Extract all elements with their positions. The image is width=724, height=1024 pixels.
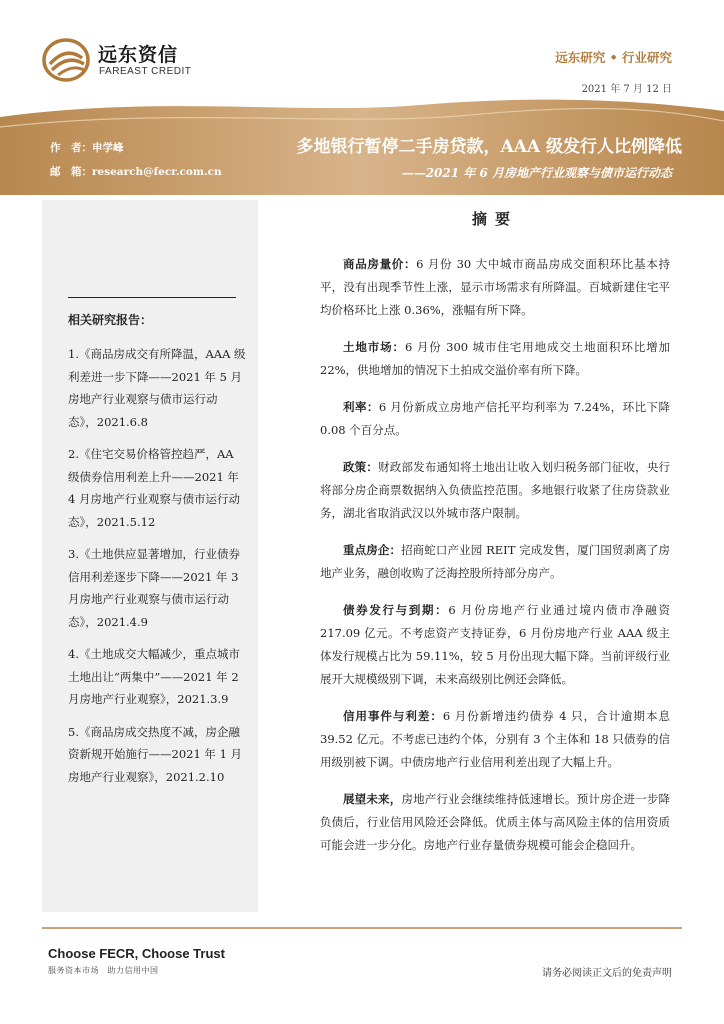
- summary-paragraph-rate: [320, 396, 670, 442]
- paragraph-key: 土地市场：: [343, 340, 405, 354]
- paragraph-text: 6 月份 30 大中城市商品房成交面积环比基本持平，没有出现季节性上涨，显示市场需求有所降温。百城新建住宅平均价格环比上涨 0.36%，涨幅有所下降。: [320, 257, 670, 317]
- fareast-logo-icon: [42, 38, 90, 82]
- related-report-item[interactable]: 4.《土地成交大幅减少，重点城市土地出让“两集中”——2021 年 2 月房地产行业观察》，2021.3.9: [68, 647, 240, 706]
- summary-section: [320, 208, 670, 871]
- related-reports-list: [68, 343, 246, 798]
- author-name: 申学峰: [92, 142, 124, 154]
- email-label: 邮 箱：: [50, 166, 92, 178]
- paragraph-key: 债券发行与到期：: [343, 603, 449, 617]
- paragraph-text: 财政部发布通知将土地出让收入划归税务部门征收，央行将部分房企商票数据纳入负债监控范围。多地银行收紧了住房贷款业务，湖北省取消武汉以外城市落户限制。: [320, 460, 671, 520]
- author-line: [50, 140, 124, 155]
- sidebar-divider: [68, 297, 236, 298]
- paragraph-text: 6 月份新增违约债券 4 只，合计逾期本息 39.52 亿元。不考虑已违约个体，分别有 3 个主体和 18 只债券的信用级别被下调。中债房地产行业信用利差出现了大幅上升。: [320, 709, 670, 769]
- paragraph-key: 信用事件与利差：: [343, 709, 443, 723]
- summary-paragraph-sales: [320, 253, 670, 322]
- paragraph-key: 重点房企：: [343, 543, 402, 557]
- paragraph-key: 商品房量价：: [343, 257, 417, 271]
- report-category: 远东研究 • 行业研究: [555, 50, 672, 65]
- summary-paragraph-land: [320, 336, 670, 382]
- report-date: 2021 年 7 月 12 日: [581, 84, 672, 95]
- summary-paragraph-outlook: [320, 788, 670, 857]
- paragraph-text: 招商蛇口产业园 REIT 完成发售，厦门国贸剥离了房地产业务，融创收购了泛海控股所持部分房产。: [320, 543, 670, 580]
- related-reports-sidebar: [42, 200, 258, 912]
- footer-divider: [42, 927, 682, 929]
- summary-paragraph-bonds: [320, 599, 670, 691]
- summary-paragraph-credit: [320, 705, 670, 774]
- paragraph-key: 利率：: [343, 400, 379, 414]
- summary-paragraph-developers: [320, 539, 670, 585]
- paragraph-key: 展望未来，: [343, 792, 402, 806]
- report-subtitle: ——2021 年 6 月房地产行业观察与债市运行动态: [401, 166, 672, 180]
- paragraph-text: 6 月份房地产行业通过境内债市净融资 217.09 亿元。不考虑资产支持证券，6 月份房地产行业 AAA 级主体发行规模占比为 59.11%，较 5 月份出现大幅下降。当前评级行业展开大规模级别下调，未来高级别比例还会降低。: [320, 603, 670, 686]
- footer-slogan-en: Choose FECR, Choose Trust: [48, 946, 225, 961]
- related-report-item[interactable]: 3.《土地供应显著增加，行业债券信用利差逐步下降——2021 年 3 月房地产行业观察与债市运行动态》，2021.4.9: [68, 547, 240, 629]
- report-title: 多地银行暂停二手房贷款，AAA 级发行人比例降低: [296, 137, 682, 157]
- paragraph-text: 6 月份新成立房地产信托平均利率为 7.24%，环比下降 0.08 个百分点。: [320, 400, 670, 437]
- company-logo: [42, 38, 202, 82]
- brand-name-en: FAREAST CREDIT: [99, 66, 192, 77]
- paragraph-text: 6 月份 300 城市住宅用地成交土地面积环比增加 22%，供地增加的情况下土拍成交溢价率有所下降。: [320, 340, 670, 377]
- footer-slogan-cn: 服务资本市场 助力信用中国: [48, 966, 159, 975]
- summary-paragraph-policy: [320, 456, 670, 525]
- email-address[interactable]: research@fecr.com.cn: [92, 166, 222, 178]
- email-line: [50, 164, 222, 179]
- brand-name-cn: 远东资信: [98, 44, 179, 66]
- paragraph-text: 房地产行业会继续维持低速增长。预计房企进一步降负债后，行业信用风险还会降低。优质主体与高风险主体的信用资质可能会进一步分化。房地产行业存量债券规模可能会企稳回升。: [320, 792, 671, 852]
- paragraph-key: 政策：: [343, 460, 379, 474]
- author-label: 作 者：: [50, 142, 92, 154]
- related-report-item[interactable]: 5.《商品房成交热度不减，房企融资新规开始施行——2021 年 1 月房地产行业观察》，2021.2.10: [68, 724, 243, 784]
- disclaimer-notice: 请务必阅读正文后的免责声明: [542, 968, 672, 979]
- summary-title: 摘要: [471, 210, 518, 228]
- related-report-item[interactable]: 1.《商品房成交有所降温，AAA 级利差进一步下降——2021 年 5 月房地产行业观察与债市运行动态》，2021.6.8: [68, 347, 246, 429]
- related-reports-heading: 相关研究报告：: [68, 313, 153, 327]
- related-report-item[interactable]: 2.《住宅交易价格管控趋严，AA 级债券信用利差上升——2021 年 4 月房地产行业观察与债市运行动态》，2021.5.12: [68, 447, 240, 529]
